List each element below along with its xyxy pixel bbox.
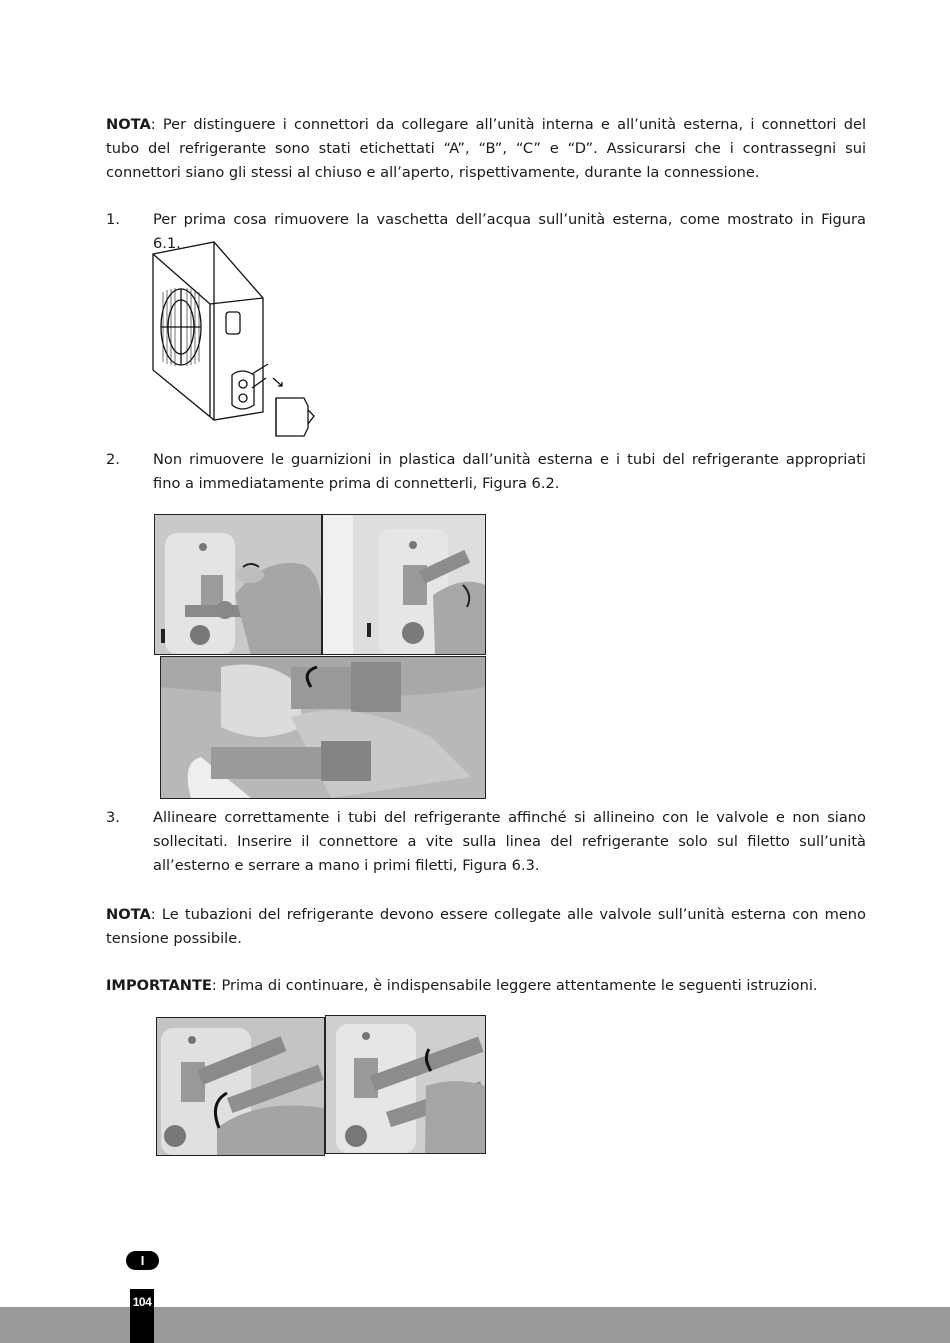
step-3 <box>106 806 866 878</box>
photo-connect-pipe-left <box>156 1017 325 1156</box>
note-text: : Per distinguere i connettori da collegare all’unità interna e all’unità esterna, i connettori del tubo del refrigerante sono stati etichettati “A”, “B”, “C” e “D”. Assicurarsi che i contrassegni sui connettori siano gli stessi al chiuso e all’aperto, rispettivamente, durante la connessione. <box>106 116 866 181</box>
language-badge: I <box>126 1251 159 1270</box>
note-text: : Le tubazioni del refrigerante devono essere collegate alle valvole sull’unità esterna con meno tensione possibile. <box>106 906 866 947</box>
important-text: : Prima di continuare, è indispensabile leggere attentamente le seguenti istruzioni. <box>211 977 818 994</box>
step-number: 2. <box>106 451 120 468</box>
photo-remove-cap-left <box>154 514 322 655</box>
figure-outdoor-unit-drawing <box>148 240 318 445</box>
step-text: Per prima cosa rimuovere la vaschetta dell’acqua sull’unità esterna, come mostrato in Figura 6.1. <box>153 211 866 252</box>
photo-pipe-cap-removal <box>160 656 486 799</box>
photo-connect-pipe-right <box>325 1015 486 1154</box>
step-text: Allineare correttamente i tubi del refrigerante affinché si allineino con le valvole e non siano sollecitati. Inserire il connettore a vite sulla linea del refrigerante solo sul filetto sull’unità all’esterno e serrare a mano i primi filetti, Figura 6.3. <box>153 809 866 874</box>
note-paragraph <box>106 903 866 951</box>
note-paragraph <box>106 113 866 185</box>
step-2 <box>106 448 866 496</box>
page-number: 104 <box>130 1289 154 1343</box>
step-number: 1. <box>106 211 120 228</box>
step-number: 3. <box>106 809 120 826</box>
outdoor-unit-illustration <box>148 240 318 445</box>
note-label: NOTA <box>106 116 151 133</box>
note-label: NOTA <box>106 906 151 923</box>
photo-remove-cap-right <box>322 514 486 655</box>
important-paragraph <box>106 974 866 998</box>
step-text: Non rimuovere le guarnizioni in plastica dall’unità esterna e i tubi del refrigerante appropriati fino a immediatamente prima di connetterli, Figura 6.2. <box>153 451 866 492</box>
important-label: IMPORTANTE <box>106 977 212 994</box>
